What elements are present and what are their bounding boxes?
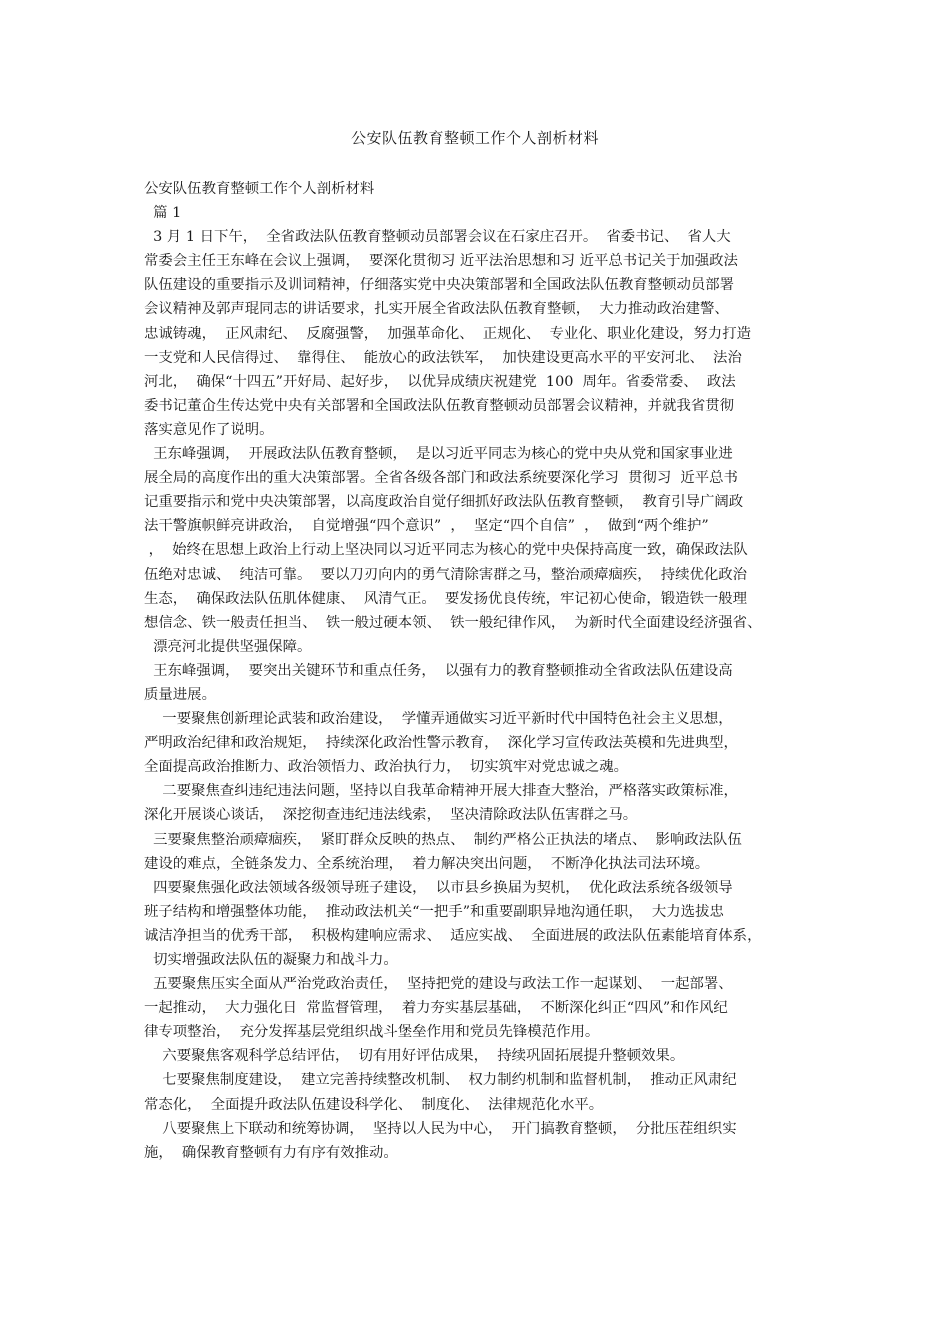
text-line: 王东峰强调， 要突出关键环节和重点任务， 以强有力的教育整顿推动全省政法队伍建设高 (144, 662, 733, 679)
text-line: 王东峰强调， 开展政法队伍教育整顿， 是以习近平同志为核心的党中央从党和国家事业进 (144, 446, 733, 463)
text-line: 篇 1 (144, 205, 182, 222)
text-line: 落实意见作了说明。 (144, 421, 274, 438)
text-line: 切实增强政法队伍的凝聚力和战斗力。 (144, 952, 398, 968)
text-line: 严明政治纪律和政治规矩， 持续深化政治性警示教育， 深化学习宣传政法英模和先进典型， (144, 735, 738, 752)
text-line: 三要聚焦整治顽瘴痼疾， 紧盯群众反映的热点、 制约严格公正执法的堵点、 影响政法队伍 (144, 831, 742, 848)
text-line: 诚洁净担当的优秀干部， 积极构建响应需求、 适应实战、 全面进展的政法队伍素能培育体系， (144, 927, 762, 944)
document-body (144, 177, 814, 1165)
text-line: 全面提高政治推断力、政治领悟力、政治执行力， 切实筑牢对党忠诚之魂。 (144, 759, 629, 776)
text-line: 队伍建设的重要指示及训词精神，仔细落实党中央决策部署和全国政法队伍教育整顿动员部署 (144, 277, 735, 294)
text-line: 七要聚焦制度建设， 建立完善持续整改机制、 权力制约机制和监督机制， 推动正风肃纪 (144, 1072, 737, 1089)
text-line: 忠诚铸魂， 正风肃纪、 反腐强警， 加强革命化、 正规化、 专业化、职业化建设，努力打造 (144, 325, 751, 342)
document-title: 公安队伍教育整顿工作个人剖析材料 (350, 129, 599, 147)
text-line: 施， 确保教育整顿有力有序有效推动。 (144, 1144, 398, 1161)
text-line: 六要聚焦客观科学总结评估， 切有用好评估成果， 持续巩固拓展提升整顿效果。 (144, 1048, 685, 1065)
text-line: 公安队伍教育整顿工作个人剖析材料 (144, 181, 375, 197)
text-line: 五要聚焦压实全面从严治党政治责任， 坚持把党的建设与政法工作一起谋划、 一起部署、 (144, 976, 733, 993)
text-line: 常态化， 全面提升政法队伍建设科学化、 制度化、 法律规范化水平。 (144, 1096, 604, 1113)
text-line: 常委会主任王东峰在会议上强调， 要深化贯彻习 近平法治思想和习 近平总书记关于加强政法 (144, 253, 738, 270)
text-line: 伍绝对忠诚、 纯洁可靠。 要以刀刃向内的勇气清除害群之马，整治顽瘴痼疾， 持续优化政治 (144, 566, 748, 583)
text-line: 一要聚焦创新理论武装和政治建设， 学懂弄通做实习近平新时代中国特色社会主义思想， (144, 711, 733, 728)
text-line: 展全局的高度作出的重大决策部署。全省各级各部门和政法系统要深化学习 贯彻习 近平总书 (144, 470, 738, 487)
text-line: 二要聚焦查纠违纪违法问题，坚持以自我革命精神开展大排查大整治，严格落实政策标准， (144, 783, 738, 800)
text-line: 四要聚焦强化政法领域各级领导班子建设， 以市县乡换届为契机， 优化政法系统各级领导 (144, 879, 733, 896)
text-line: 3 月 1 日下午， 全省政法队伍教育整顿动员部署会议在石家庄召开。 省委书记、 省人大 (144, 229, 731, 246)
text-line: 会议精神及郭声琨同志的讲话要求，扎实开展全省政法队伍教育整顿， 大力推动政治建警、 (144, 301, 729, 318)
text-line: 质量进展。 (144, 686, 216, 703)
text-line: 想信念、铁一般责任担当、 铁一般过硬本领、 铁一般纪律作风， 为新时代全面建设经济强省、 (144, 614, 762, 631)
text-line: 建设的难点，全链条发力、全系统治理， 着力解决突出问题， 不断净化执法司法环境。 (144, 855, 710, 872)
text-line: 委书记董仚生传达党中央有关部署和全国政法队伍教育整顿动员部署会议精神，并就我省贯彻 (144, 397, 735, 414)
text-line: 河北， 确保“十四五”开好局、起好步， 以优异成绩庆祝建党 100 周年。省委常委、 政法 (144, 373, 736, 390)
text-line: 生态， 确保政法队伍肌体健康、 风清气正。 要发扬优良传统，牢记初心使命，锻造铁一般理 (144, 590, 748, 607)
text-line: ， 始终在思想上政治上行动上坚决同以习近平同志为核心的党中央保持高度一致，确保政法队 (144, 542, 748, 559)
text-line: 记重要指示和党中央决策部署，以高度政治自觉仔细抓好政法队伍教育整顿， 教育引导广阔政 (144, 494, 744, 511)
text-line: 八要聚焦上下联动和统筹协调， 坚持以人民为中心， 开门搞教育整顿， 分批压茬组织实 (144, 1120, 737, 1137)
text-line: 漂亮河北提供坚强保障。 (144, 638, 312, 655)
text-line: 班子结构和增强整体功能， 推动政法机关“一把手”和重要副职异地沟通任职， 大力选拔忠 (144, 903, 724, 920)
text-line: 法干警旗帜鲜亮讲政治， 自觉增强“四个意识” ， 坚定“四个自信” ， 做到“两个维护” (144, 518, 709, 535)
text-line: 一支党和人民信得过、 靠得住、 能放心的政法铁军， 加快建设更高水平的平安河北、 法治 (144, 349, 742, 366)
text-line: 深化开展谈心谈话， 深挖彻查违纪违法线索， 坚决清除政法队伍害群之马。 (144, 807, 638, 824)
text-line: 律专项整治， 充分发挥基层党组织战斗堡垒作用和党员先锋模范作用。 (144, 1024, 600, 1041)
text-line: 一起推动， 大力强化日 常监督管理， 着力夯实基层基础， 不断深化纠正“四风”和作风纪 (144, 1000, 728, 1017)
